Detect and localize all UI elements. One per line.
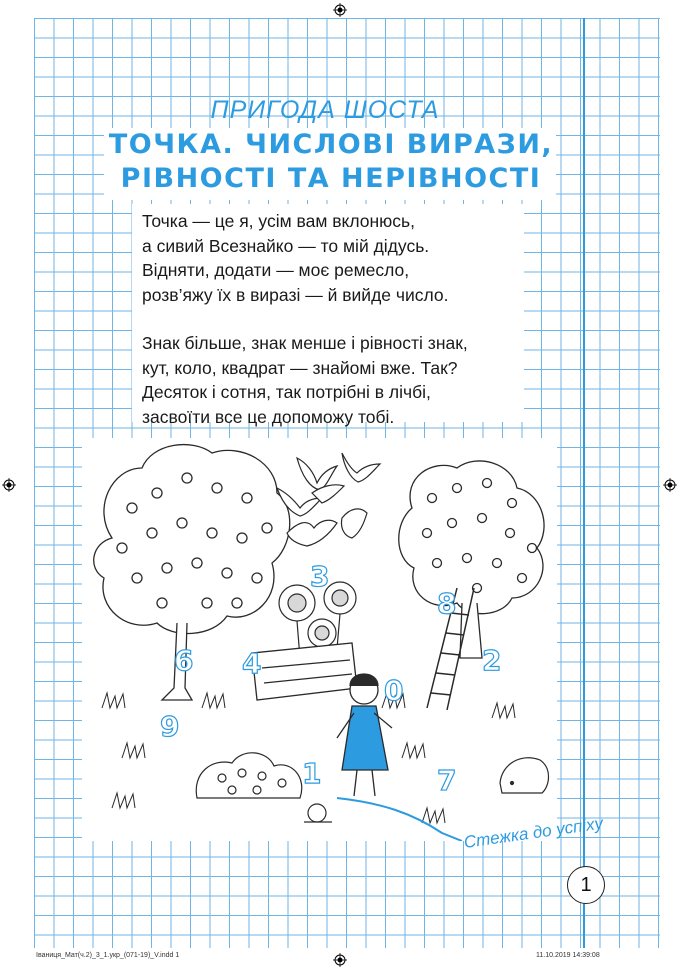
registration-mark-icon	[333, 953, 347, 967]
number-character: 4	[242, 647, 262, 680]
poem-line: Відняти, додати — моє ремесло,	[142, 260, 410, 280]
poem-stanza-2	[142, 331, 532, 429]
chapter-title	[96, 128, 566, 196]
chapter-subtitle: ПРИГОДА ШОСТА	[210, 96, 440, 124]
page-number: 1	[567, 866, 605, 904]
poem-line: а сивий Всезнайко — то мій дідусь.	[142, 235, 430, 256]
poem-line: кут, коло, квадрат — знайомі вже. Так?	[142, 357, 458, 378]
registration-mark-icon	[2, 478, 16, 492]
number-character: 6	[174, 644, 194, 677]
print-footer-file: Іваниця_Мат(ч.2)_3_1.укр_(071-19)_V.indd 1	[36, 952, 180, 959]
poem	[142, 209, 532, 453]
number-character: 1	[302, 757, 322, 790]
number-character: 9	[160, 710, 180, 743]
registration-mark-icon	[333, 3, 347, 17]
registration-mark-icon	[663, 478, 677, 492]
number-character: 3	[310, 560, 330, 593]
print-footer-date: 11.10.2019 14:39:08	[536, 952, 600, 959]
poem-line: Знак більше, знак менше і рівності знак,	[142, 333, 468, 353]
poem-stanza-1	[142, 209, 532, 307]
number-character: 0	[384, 674, 404, 707]
number-character: 7	[437, 764, 457, 797]
title-line-1: ТОЧКА. ЧИСЛОВІ ВИРАЗИ,	[108, 129, 554, 160]
margin-line	[583, 18, 585, 948]
path-label: Стежка до успіху	[462, 813, 605, 852]
poem-line: Точка — це я, усім вам вклонюсь,	[142, 211, 416, 231]
garden-illustration	[82, 438, 557, 841]
title-line-2: РІВНОСТІ ТА НЕРІВНОСТІ	[120, 163, 542, 194]
poem-line: засвоїти все це допоможу тобі.	[142, 406, 395, 427]
number-character: 8	[437, 587, 457, 620]
poem-line: Десяток і сотня, так потрібні в лічбі,	[142, 382, 431, 402]
number-character: 2	[482, 644, 502, 677]
poem-line: розв’яжу їх в виразі — й вийде число.	[142, 284, 449, 305]
